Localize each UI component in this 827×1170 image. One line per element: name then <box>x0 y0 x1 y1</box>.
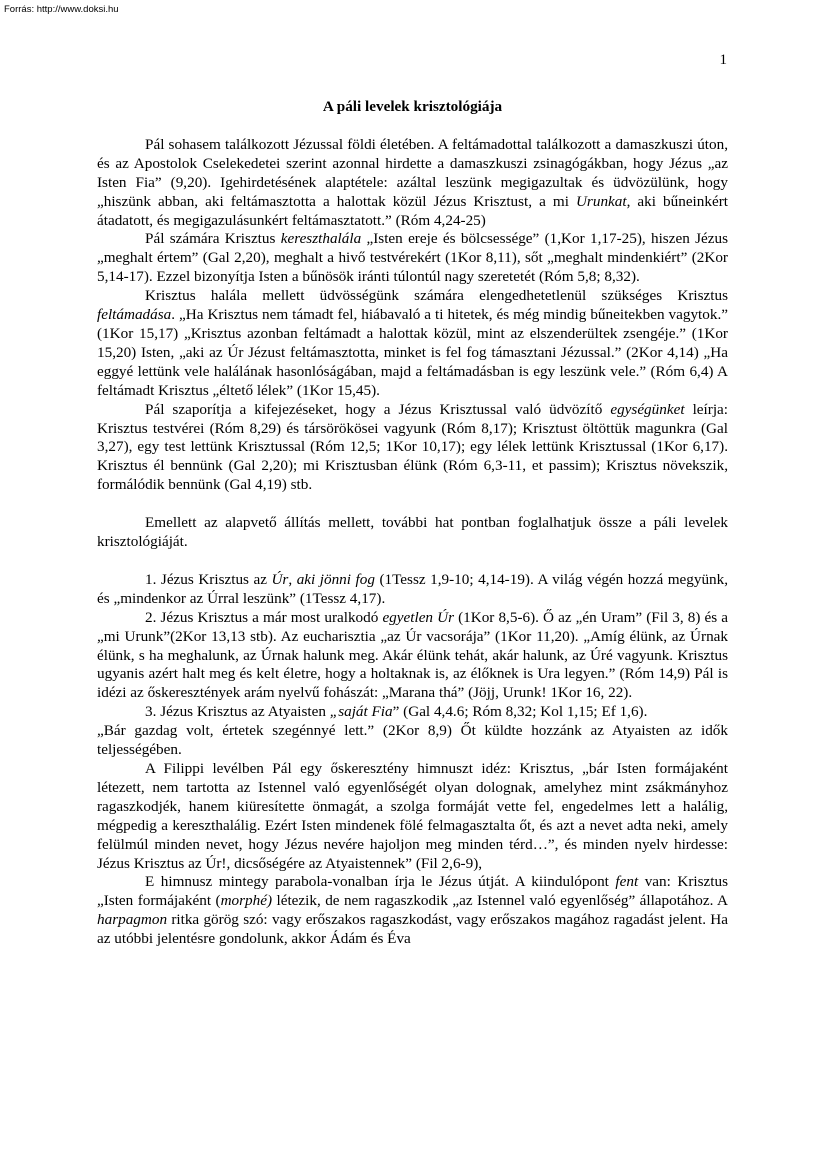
italic-text: morphé) <box>220 892 273 910</box>
paragraph <box>97 873 728 949</box>
text-run: 3. Jézus Krisztus az Atyaisten <box>145 703 330 721</box>
italic-text: egyetlen Úr <box>382 608 454 626</box>
paragraph <box>97 571 728 609</box>
italic-text: aki jönni fog <box>296 570 375 588</box>
paragraph <box>97 514 728 552</box>
source-note: Forrás: http://www.doksi.hu <box>4 4 119 15</box>
text-run: , aki bűneinkért átadatott, és megigazulásunkért feltámasztatott.” (Róm 4,24-25) <box>97 192 728 229</box>
italic-text: egységünket <box>610 400 685 418</box>
text-run: E himnusz mintegy parabola-vonalban írja le Jézus útját. A kiindulópont <box>145 873 616 891</box>
italic-text: fent <box>615 873 639 891</box>
text-run: „Bár gazdag volt, értetek szegénnyé lett.” (2Kor 8,9) Őt küldte hozzánk az Atyaisten az idők teljességében. <box>97 722 728 759</box>
italic-text: harpagmon <box>97 911 168 929</box>
text-run: „Isten ereje és bölcsessége” (1,Kor 1,17-25), hiszen Jézus „meghalt értem” (Gal 2,20), meghalt a hivő testvérekért (1Kor 8,11), sőt „meghalt mindenkiért” (2Kor 5,14-17). Ezzel bizonyítja Isten a bűnösök iránti túlontúl nagy szeretetét (Róm 5,8; 8,32). <box>97 230 728 286</box>
text-run: van: Krisztus „Isten formájaként ( <box>97 873 728 910</box>
text-run: Pál számára Krisztus <box>145 230 281 248</box>
page-number: 1 <box>719 52 727 68</box>
italic-text: feltámadása <box>97 306 172 324</box>
text-run: Pál szaporítja a kifejezéseket, hogy a Jézus Krisztussal való üdvözítő <box>145 400 611 418</box>
text-run: létezik, de nem ragaszkodik „az Istennel való egyenlőség” állapotához. A <box>272 892 728 910</box>
text-run: . „Ha Krisztus nem támadt fel, hiábavaló a ti hitetek, és még mindig bűneitekben vagytok.” (1Kor 15,17) „Krisztus azonban feltámadt a halottak közül, mint az elszenderültek zsengéje.” (1Kor 15,20) Isten, „aki az Úr Jézust feltámasztotta, minket is fel fog támasztani Jézussal.” (2Kor 4,14) „Ha eggyé lettünk vele halálának hasonlóságában, majd a feltámadásban is egy leszünk vele.” (Róm 6,4) A feltámadt Krisztus „éltető lélek” (1Kor 15,45). <box>97 306 728 399</box>
text-run: Pál sohasem találkozott Jézussal földi életében. A feltámadottal találkozott a damaszkuszi úton, és az Apostolok Cselekedetei szerint azonnal hirdette a damaszkuszi zsinagógákban, hogy Jézus „az Isten Fia” (9,20). Igehirdetésének alaptétele: azáltal leszünk megigazultak és üdvözülünk, hogy „hiszünk abban, aki feltámasztotta a halottak közül Jézus Krisztust, a mi <box>97 135 728 210</box>
paragraph <box>97 287 728 400</box>
italic-text: kereszthalála <box>280 230 362 248</box>
text-run: , <box>288 570 297 588</box>
text-run: Emellett az alapvető állítás mellett, további hat pontban foglalhatjuk össze a páli levelek krisztológiáját. <box>97 514 728 551</box>
italic-text: „saját Fia <box>329 703 393 721</box>
text-run: (1Tessz 1,9-10; 4,14-19). A világ végén hozzá megyünk, és „mindenkor az Úrral leszünk” (1Tessz 4,17). <box>97 570 729 607</box>
text-run: 1. Jézus Krisztus az <box>145 570 272 588</box>
paragraph <box>97 401 728 496</box>
text-run: ritka görög szó: vagy erőszakos ragaszkodást, vagy erőszakos magához ragadást jelent. Ha az utóbbi jelentésre gondolunk, akkor Ádám és Éva <box>97 911 728 948</box>
paragraph <box>97 703 728 722</box>
text-run: Krisztus halála mellett üdvösségünk számára elengedhetetlenül szükséges Krisztus <box>145 287 728 305</box>
paragraph <box>97 609 728 704</box>
text-run: ” (Gal 4,4.6; Róm 8,32; Kol 1,15; Ef 1,6). <box>392 703 648 721</box>
italic-text: Úr <box>271 570 289 588</box>
italic-text: Urunkat <box>575 192 627 210</box>
paragraph <box>97 230 728 287</box>
paragraph <box>97 136 728 231</box>
text-run: 2. Jézus Krisztus a már most uralkodó <box>145 608 383 626</box>
text-run: A Filippi levélben Pál egy őskeresztény himnuszt idéz: Krisztus, „bár Isten formájaként létezett, nem tartotta az Istennel való egyenlőségét olyan dolognak, amelyhez mint zsákmányhoz ragaszkodjék, hanem kiüresítette önmagát, a szolga formáját vette fel, engedelmes lett a halálig, mégpedig a kereszthalálig. Ezért Isten mindenek fölé felmagasztalta őt, és azt a nevet adta neki, amely felülmúl minden nevet, hogy Jézus nevére hajoljon meg minden térd…”, és minden nyelv hirdesse: Jézus Krisztus az Úr!, dicsőségére az Atyaistennek” (Fil 2,6-9), <box>97 760 728 872</box>
document-body <box>97 98 728 949</box>
text-run: leírja: Krisztus testvérei (Róm 8,29) és társörökösei vagyunk (Róm 8,17); Krisztust öltöttük magunkra (Gal 3,27), egy test lettünk Krisztussal (Róm 12,5; 1Kor 10,17); egy lélek lettünk Krisztussal (1Kor 6,17). Krisztus él bennünk (Gal 2,20); mi Krisztusban élünk (Róm 6,3-11, et passim); Krisztus növekszik, formálódik bennünk (Gal 4,19) stb. <box>97 400 728 494</box>
page-title: A páli levelek krisztológiája <box>322 98 503 115</box>
paragraph <box>97 760 728 873</box>
text-run: (1Kor 8,5-6). Ő az „én Uram” (Fil 3, 8) és a „mi Urunk”(2Kor 13,13 stb). Az eucharisztia „az Úr vacsorája” (1Kor 11,20). „Amíg élünk, az Úrnak élünk, s ha meghalunk, az Úrnak halunk meg. Akár élünk tehát, akár halunk, az Úré vagyunk. Krisztus ugyanis azért halt meg és kelt életre, hogy a holtaknak is, az élőknek is Ura legyen.” (Róm 14,9) Pál is idézi az őskeresztények arám nyelvű fohászát: „Marana thá” (Jöjj, Urunk! 1Kor 16, 22). <box>97 608 728 702</box>
paragraph <box>97 722 728 760</box>
